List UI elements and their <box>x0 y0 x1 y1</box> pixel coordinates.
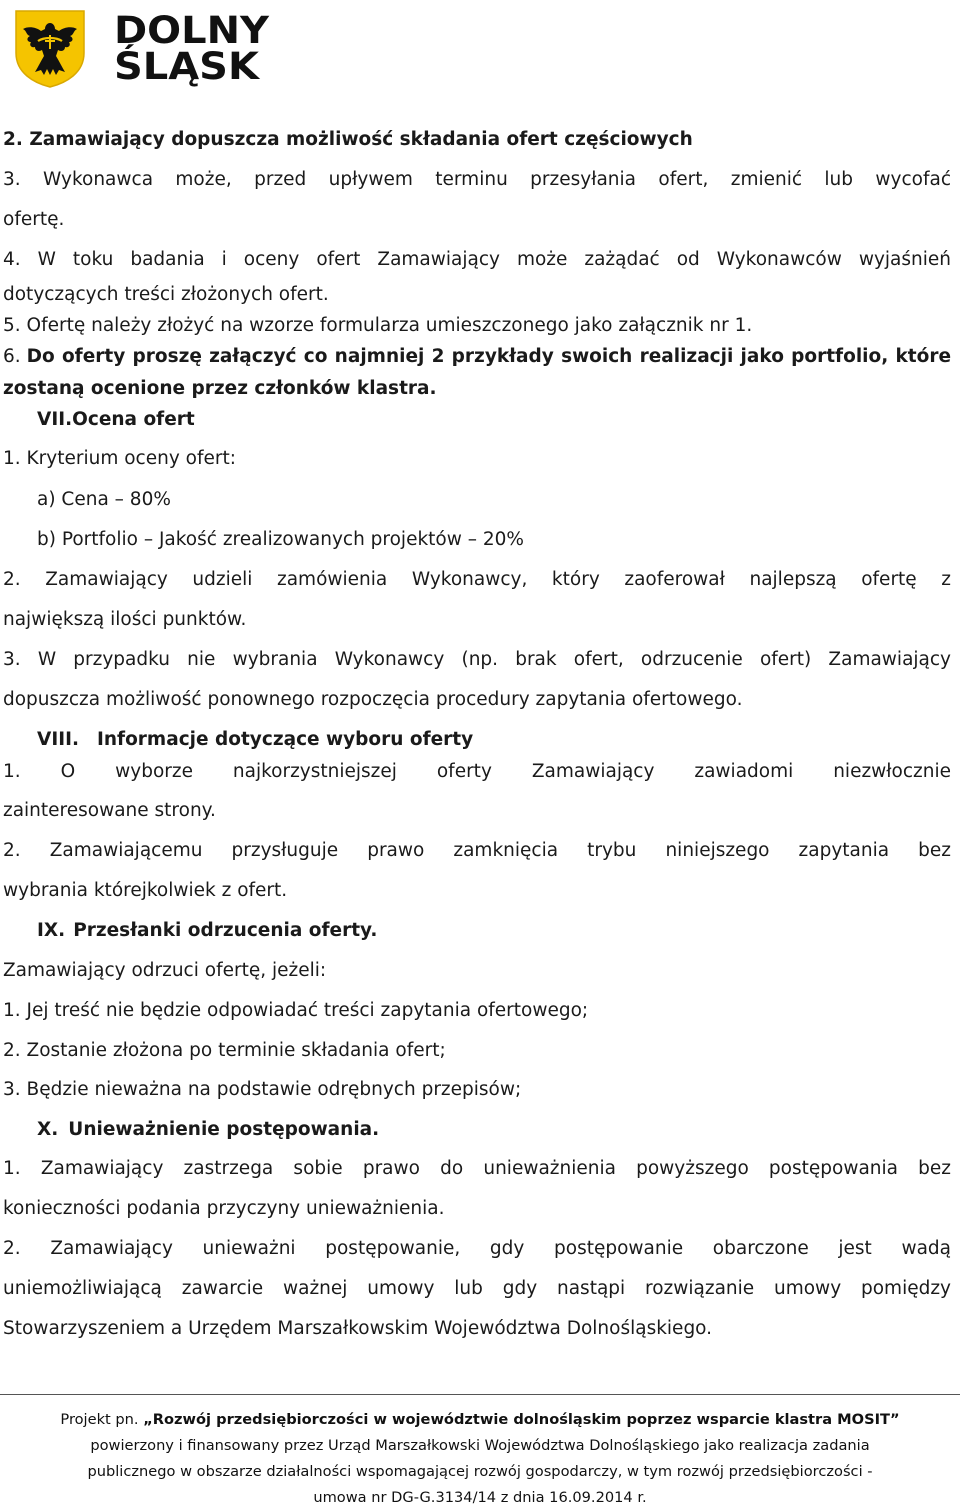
section-x-heading <box>37 1118 379 1142</box>
footer-line-3: publicznego w obszarze działalności wspomagającej rozwój gospodarczy, w tym rozwój przedsiębiorczości - <box>87 1463 873 1480</box>
logo-text-line1: DOLNY <box>114 9 269 52</box>
item-modify-offer-cont: ofertę. <box>3 209 65 230</box>
footer-project-line <box>0 1411 960 1428</box>
section-vii-heading <box>37 408 195 432</box>
criteria-portfolio: b) Portfolio – Jakość zrealizowanych projektów – 20% <box>37 529 524 550</box>
footer-project-title: „Rozwój przedsiębiorczości w województwie dolnośląskim poprzez wsparcie klastra MOSIT” <box>143 1411 900 1428</box>
logo-text-line2: ŚLĄSK <box>114 45 259 88</box>
item-restart-cont: dopuszcza możliwość ponownego rozpoczęcia procedury zapytania ofertowego. <box>3 689 743 710</box>
item-clarifications-cont: dotyczących treści złożonych ofert. <box>3 284 329 305</box>
item-close: 2. Zamawiającemu przysługuje prawo zamknięcia trybu niniejszego zapytania bez <box>3 840 951 861</box>
reject-item-2: 2. Zostanie złożona po terminie składania ofert; <box>3 1040 446 1061</box>
footer-project-prefix: Projekt pn. <box>60 1411 144 1428</box>
criteria-intro: 1. Kryterium oceny ofert: <box>3 448 236 469</box>
section-vii-title: Ocena ofert <box>72 409 195 430</box>
reject-item-3: 3. Będzie nieważna na podstawie odrębnych przepisów; <box>3 1079 522 1100</box>
section-viii-heading <box>37 728 473 752</box>
criteria-price: a) Cena – 80% <box>37 489 171 510</box>
section-ix-number: IX. <box>37 920 66 941</box>
cancel-item-2-cont2: Stowarzyszeniem a Urzędem Marszałkowskim Województwa Dolnośląskiego. <box>3 1318 713 1339</box>
cancel-item-2-cont1: uniemożliwiającą zawarcie ważnej umowy lub gdy nastąpi rozwiązanie umowy pomiędzy <box>3 1278 951 1299</box>
item-portfolio-text: Do oferty proszę załączyć co najmniej 2 przykłady swoich realizacji jako portfolio, które <box>26 346 951 367</box>
eagle-shield-icon <box>14 9 86 89</box>
section-x-number: X. <box>37 1119 59 1140</box>
logo-wordmark <box>114 9 269 88</box>
section-ix-title: Przesłanki odrzucenia oferty. <box>73 920 378 941</box>
section-viii-title: Informacje dotyczące wyboru oferty <box>97 729 474 750</box>
item-portfolio-num: 6. <box>3 346 21 367</box>
item-partial-offers: 2. Zamawiający dopuszcza możliwość składania ofert częściowych <box>3 129 693 150</box>
item-clarifications: 4. W toku badania i oceny ofert Zamawiający może zażądać od Wykonawców wyjaśnień <box>3 249 951 270</box>
cancel-item-1: 1. Zamawiający zastrzega sobie prawo do unieważnienia powyższego postępowania bez <box>3 1158 951 1179</box>
section-viii-number: VIII. <box>37 729 79 750</box>
cancel-item-2: 2. Zamawiający unieważni postępowanie, gdy postępowanie obarczone jest wadą <box>3 1238 951 1259</box>
item-offer-form: 5. Ofertę należy złożyć na wzorze formularza umieszczonego jako załącznik nr 1. <box>3 315 753 336</box>
item-portfolio-cont: zostaną ocenione przez członków klastra. <box>3 378 437 399</box>
footer-divider <box>0 1394 960 1395</box>
item-modify-offer: 3. Wykonawca może, przed upływem terminu przesyłania ofert, zmienić lub wycofać <box>3 169 951 190</box>
reject-intro: Zamawiający odrzuci ofertę, jeżeli: <box>3 960 327 981</box>
section-ix-heading <box>37 919 377 943</box>
footer-line-2: powierzony i finansowany przez Urząd Marszałkowski Województwa Dolnośląskiego jako realizacja zadania <box>90 1437 870 1454</box>
footer-line-4: umowa nr DG-G.3134/14 z dnia 16.09.2014 r. <box>313 1489 647 1506</box>
item-restart: 3. W przypadku nie wybrania Wykonawcy (np. brak ofert, odrzucenie ofert) Zamawiający <box>3 649 951 670</box>
item-award-cont: największą ilości punktów. <box>3 609 247 630</box>
item-close-cont: wybrania którejkolwiek z ofert. <box>3 880 288 901</box>
section-x-title: Unieważnienie postępowania. <box>68 1119 380 1140</box>
section-vii-number: VII. <box>37 409 73 430</box>
reject-item-1: 1. Jej treść nie będzie odpowiadać treści zapytania ofertowego; <box>3 1000 589 1021</box>
item-notify-cont: zainteresowane strony. <box>3 800 216 821</box>
item-award: 2. Zamawiający udzieli zamówienia Wykonawcy, który zaoferował najlepszą ofertę z <box>3 569 951 590</box>
cancel-item-1-cont: konieczności podania przyczyny unieważnienia. <box>3 1198 445 1219</box>
item-portfolio <box>3 345 951 369</box>
item-notify: 1. O wyborze najkorzystniejszej oferty Zamawiający zawiadomi niezwłocznie <box>3 761 951 782</box>
dolny-slask-logo <box>14 6 269 92</box>
